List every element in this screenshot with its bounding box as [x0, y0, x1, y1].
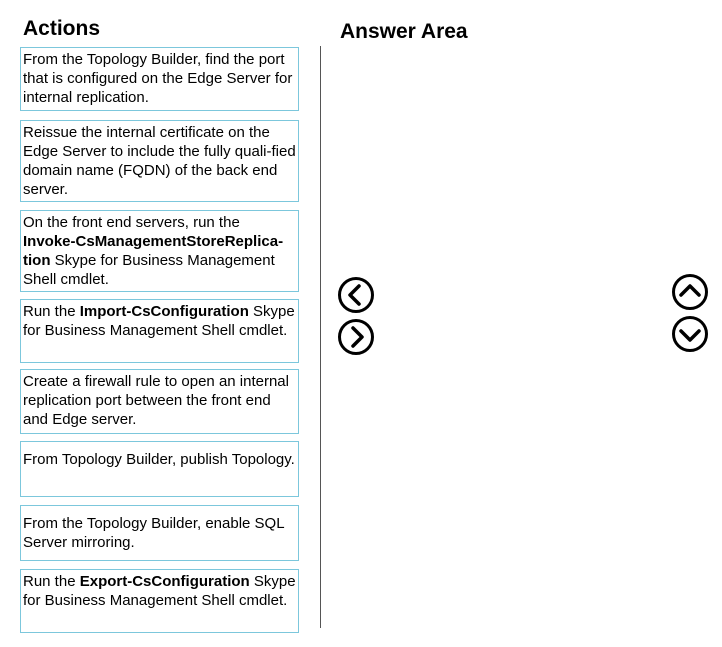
action-text: Reissue the internal certificate on the Edge Server to include the fully quali-fied domain name (FQDN) of the back end server.	[23, 124, 296, 198]
action-text: From Topology Builder, publish Topology.	[23, 451, 295, 468]
move-down-button[interactable]	[671, 315, 709, 353]
actions-heading: Actions	[23, 17, 101, 40]
action-text-suffix: Skype for Business Management Shell cmdlet.	[23, 252, 275, 288]
answer-area-heading: Answer Area	[340, 20, 468, 43]
answer-area[interactable]	[335, 50, 665, 630]
column-divider	[320, 46, 321, 628]
circle-chevron-right-icon	[337, 318, 375, 356]
move-left-button[interactable]	[337, 276, 375, 314]
action-item[interactable]	[20, 299, 299, 363]
circle-chevron-down-icon	[671, 315, 709, 353]
action-item[interactable]	[20, 505, 299, 561]
action-text: Create a firewall rule to open an internal replication port between the front end and Edge server.	[23, 373, 289, 428]
action-text-suffix: Skype for Business Management Shell cmdlet.	[23, 573, 296, 609]
action-text: Run the	[23, 303, 80, 320]
action-text-suffix: Skype for Business Management Shell cmdlet.	[23, 303, 295, 339]
action-item[interactable]	[20, 369, 299, 434]
move-up-button[interactable]	[671, 273, 709, 311]
action-text: From the Topology Builder, find the port that is configured on the Edge Server for internal replication.	[23, 51, 293, 106]
circle-chevron-left-icon	[337, 276, 375, 314]
action-item[interactable]	[20, 47, 299, 111]
circle-chevron-up-icon	[671, 273, 709, 311]
action-text: Run the	[23, 573, 80, 590]
action-item[interactable]	[20, 441, 299, 497]
action-item[interactable]	[20, 210, 299, 292]
action-item[interactable]	[20, 569, 299, 633]
move-right-button[interactable]	[337, 318, 375, 356]
action-text: On the front end servers, run the	[23, 214, 240, 231]
action-cmdlet: Export-CsConfiguration	[79, 573, 250, 590]
action-cmdlet: Invoke-CsManagementStoreReplica-tion	[23, 233, 284, 269]
action-text: From the Topology Builder, enable SQL Server mirroring.	[23, 515, 284, 551]
action-item[interactable]	[20, 120, 299, 202]
action-cmdlet: Import-CsConfiguration	[79, 303, 249, 320]
